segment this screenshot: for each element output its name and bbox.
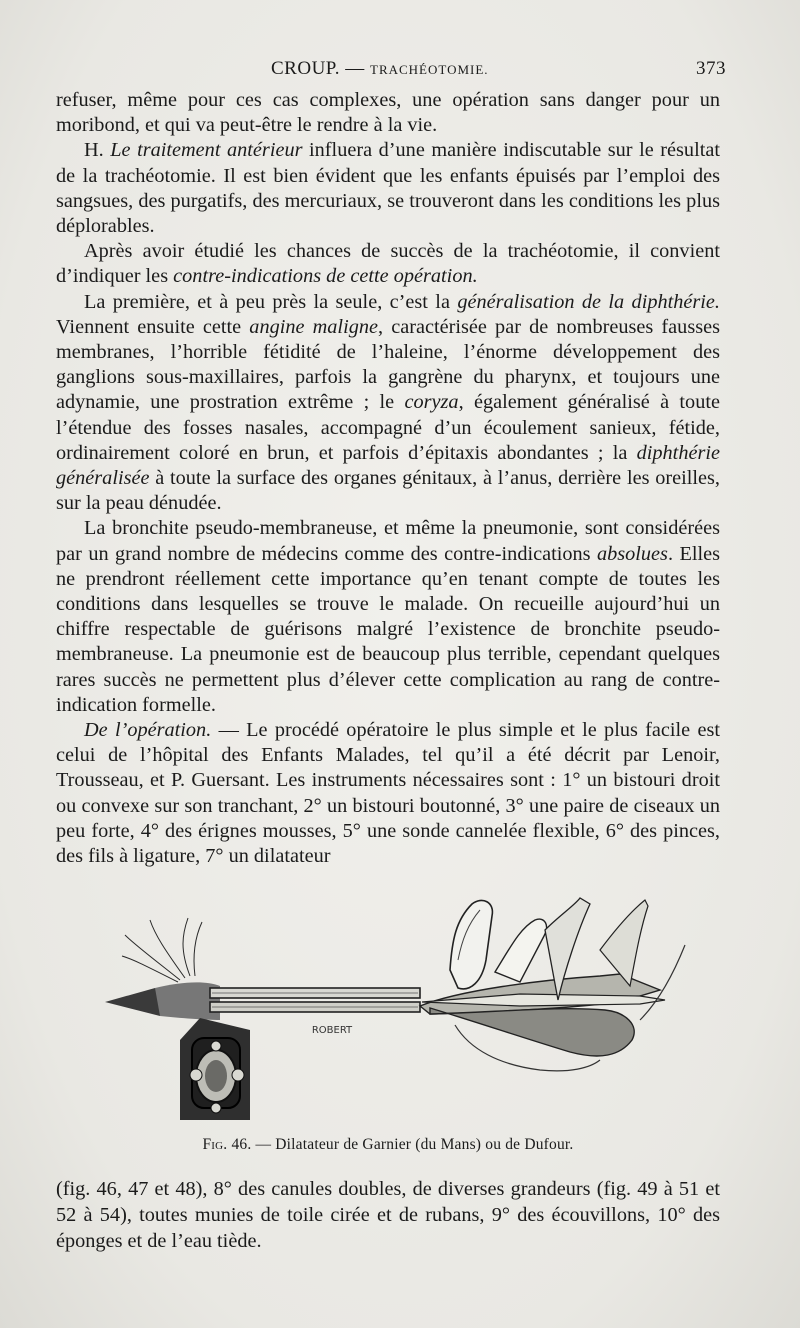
text-run: — Le procédé opératoire le plus simple et le plus facile est celui de l’hôpital des Enfants Malades, tel qu’il a été décrit par Lenoir, Trousseau, et P. Guersant. Les instruments nécessaires sont : 1° un bistouri droit ou convexe sur son tranchant, 2° un bistouri boutonné, 3° une paire de ciseaux un peu forte, 4° des érignes mousses, 5° une sonde cannelée flexible, 6° des pinces, des fils à ligature, 7° un dilatateur <box>56 719 721 868</box>
italic-run: coryza <box>404 391 459 414</box>
paragraph-6 <box>56 718 720 869</box>
text-run: La bronchite pseudo-membraneuse, et même la pneumonie, sont considérées par un grand nombre de médecins comme des contre-indications <box>56 517 720 565</box>
text-run: H. <box>84 139 111 162</box>
caption-label: Fig. 46. <box>202 1136 252 1153</box>
paragraph-4 <box>56 290 720 517</box>
dilator-illustration <box>100 890 700 1130</box>
text-run: , également généralisé à toute l’étendue des fosses nasales, accompagné d’un écoulement sanieux, fétide, ordinairement coloré en brun, et parfois d’épitaxis abondantes ; la <box>56 391 720 464</box>
paragraph-7: (fig. 46, 47 et 48), 8° des canules doubles, de diverses grandeurs (fig. 49 à 51 et 52 à 54), toutes munies de toile cirée et de rubans, 9° des écouvillons, 10° des éponges et de l’eau tiède. <box>56 1178 720 1252</box>
italic-run: De l’opération. <box>84 719 212 742</box>
text-run: à toute la surface des organes génitaux, à l’anus, derrière les oreilles, sur la peau dénudée. <box>56 467 720 515</box>
italic-run: généralisation de la diphthérie. <box>457 290 720 313</box>
running-header <box>56 58 726 84</box>
caption-text: — Dilatateur de Garnier (du Mans) ou de Dufour. <box>251 1136 574 1153</box>
title-separator: — <box>345 58 365 79</box>
engraver-signature: ROBERT <box>311 1025 353 1036</box>
italic-run: angine maligne <box>249 315 378 338</box>
figure-caption <box>56 1136 720 1154</box>
title-sub: TRACHÉOTOMIE. <box>370 62 489 77</box>
page-number: 373 <box>696 58 726 79</box>
figure-46-dilator-engraving <box>100 890 700 1130</box>
text-run: , caractérisée par de nombreuses fausses membranes, l’horrible fétidité de l’haleine, l’énorme développement des ganglions sous-maxillaires, parfois la gangrène du pharynx, et toujours une adynamie, une prostration extrême ; le <box>56 315 720 414</box>
paragraph-1: refuser, même pour ces cas complexes, une opération sans danger pour un moribond, et qui va peut-être le rendre à la vie. <box>56 89 720 137</box>
text-run: La première, et à peu près la seule, c’est la <box>84 290 458 313</box>
italic-run: contre-indications de cette opération. <box>173 265 478 288</box>
italic-run: diphthérie généralisée <box>56 441 720 490</box>
running-title <box>271 58 489 80</box>
paragraph-3 <box>56 239 720 289</box>
italic-run: Le traitement antérieur <box>110 139 303 162</box>
text-run: influera d’une manière indiscutable sur le résultat de la trachéotomie. Il est bien évident que les enfants épuisés par l’emploi des sangsues, des purgatifs, des mercuriaux, se trouveront dans les conditions les plus déplorables. <box>56 139 720 238</box>
text-run: Après avoir étudié les chances de succès de la trachéotomie, il convient d’indiquer les <box>56 240 720 288</box>
text-run: . Elles ne prendront réellement cette importance qu’en tenant compte de toutes les conditions dans lesquelles se trouve le malade. On recueille aujourd’hui un chiffre respectable de guérisons malgré l’existence de bronchite pseudo-membraneuse. La pneumonie est de beaucoup plus terrible, cependant quelques rares succès ne permettent plus d’élever cette complication au rang de contre-indication formelle. <box>56 542 720 716</box>
italic-run: absolues <box>596 542 668 565</box>
text-run: Viennent ensuite cette <box>56 315 250 338</box>
paragraph-2 <box>56 138 720 239</box>
title-main: CROUP. <box>271 58 340 79</box>
continuation-text <box>56 1176 720 1254</box>
body-text <box>56 88 720 869</box>
paragraph-5 <box>56 516 720 718</box>
